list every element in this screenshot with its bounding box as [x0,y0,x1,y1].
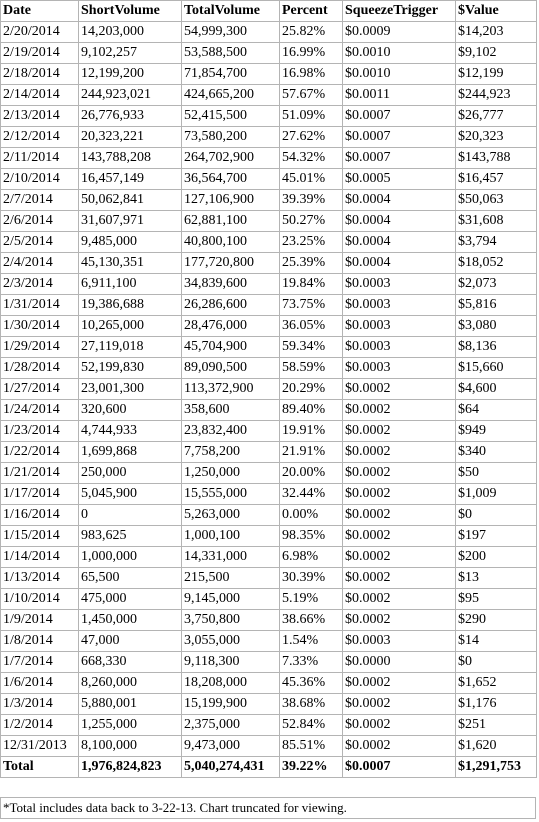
cell-short-volume: 23,001,300 [79,379,182,400]
cell-date: 2/3/2014 [1,274,79,295]
cell-total-volume: 73,580,200 [182,127,280,148]
total-total-volume: 5,040,274,431 [182,757,280,778]
table-row [1,589,537,610]
table-row [1,715,537,736]
cell-percent: 52.84% [280,715,343,736]
cell-total-volume: 9,473,000 [182,736,280,757]
cell-value: $13 [456,568,537,589]
cell-short-volume: 31,607,971 [79,211,182,232]
cell-squeeze-trigger: $0.0005 [343,169,456,190]
table-row [1,64,537,85]
cell-date: 1/15/2014 [1,526,79,547]
cell-date: 1/21/2014 [1,463,79,484]
cell-value: $949 [456,421,537,442]
cell-date: 1/6/2014 [1,673,79,694]
cell-date: 2/6/2014 [1,211,79,232]
table-row [1,43,537,64]
table-row [1,358,537,379]
table-row [1,400,537,421]
cell-squeeze-trigger: $0.0002 [343,736,456,757]
cell-total-volume: 45,704,900 [182,337,280,358]
table-row [1,127,537,148]
cell-total-volume: 26,286,600 [182,295,280,316]
cell-total-volume: 53,588,500 [182,43,280,64]
cell-squeeze-trigger: $0.0010 [343,64,456,85]
cell-total-volume: 3,055,000 [182,631,280,652]
cell-percent: 30.39% [280,568,343,589]
cell-date: 2/11/2014 [1,148,79,169]
cell-short-volume: 8,260,000 [79,673,182,694]
cell-squeeze-trigger: $0.0009 [343,22,456,43]
cell-percent: 85.51% [280,736,343,757]
table-row [1,463,537,484]
cell-date: 1/29/2014 [1,337,79,358]
cell-short-volume: 4,744,933 [79,421,182,442]
cell-date: 2/18/2014 [1,64,79,85]
cell-squeeze-trigger: $0.0007 [343,148,456,169]
header-short-volume: ShortVolume [79,1,182,22]
header-date: Date [1,1,79,22]
cell-value: $95 [456,589,537,610]
cell-short-volume: 8,100,000 [79,736,182,757]
cell-total-volume: 177,720,800 [182,253,280,274]
cell-date: 2/20/2014 [1,22,79,43]
cell-value: $290 [456,610,537,631]
cell-date: 1/13/2014 [1,568,79,589]
cell-squeeze-trigger: $0.0003 [343,295,456,316]
cell-short-volume: 1,000,000 [79,547,182,568]
cell-date: 1/10/2014 [1,589,79,610]
cell-value: $5,816 [456,295,537,316]
table-row [1,610,537,631]
table-row [1,442,537,463]
table-row [1,253,537,274]
cell-total-volume: 18,208,000 [182,673,280,694]
cell-squeeze-trigger: $0.0011 [343,85,456,106]
table-row [1,421,537,442]
cell-short-volume: 47,000 [79,631,182,652]
cell-value: $1,009 [456,484,537,505]
cell-short-volume: 26,776,933 [79,106,182,127]
cell-short-volume: 0 [79,505,182,526]
cell-value: $3,080 [456,316,537,337]
cell-short-volume: 143,788,208 [79,148,182,169]
cell-value: $251 [456,715,537,736]
cell-short-volume: 19,386,688 [79,295,182,316]
cell-percent: 19.91% [280,421,343,442]
cell-total-volume: 113,372,900 [182,379,280,400]
cell-date: 2/12/2014 [1,127,79,148]
cell-value: $15,660 [456,358,537,379]
cell-date: 2/14/2014 [1,85,79,106]
cell-squeeze-trigger: $0.0002 [343,589,456,610]
cell-date: 1/7/2014 [1,652,79,673]
cell-value: $1,620 [456,736,537,757]
cell-value: $12,199 [456,64,537,85]
cell-percent: 16.98% [280,64,343,85]
cell-percent: 57.67% [280,85,343,106]
cell-percent: 20.00% [280,463,343,484]
cell-squeeze-trigger: $0.0002 [343,400,456,421]
table-row [1,190,537,211]
table-row [1,568,537,589]
cell-date: 1/16/2014 [1,505,79,526]
cell-percent: 54.32% [280,148,343,169]
cell-value: $31,608 [456,211,537,232]
cell-percent: 25.39% [280,253,343,274]
table-row [1,316,537,337]
cell-date: 1/23/2014 [1,421,79,442]
cell-short-volume: 475,000 [79,589,182,610]
cell-percent: 7.33% [280,652,343,673]
cell-percent: 45.01% [280,169,343,190]
cell-total-volume: 264,702,900 [182,148,280,169]
cell-short-volume: 250,000 [79,463,182,484]
cell-percent: 59.34% [280,337,343,358]
cell-short-volume: 16,457,149 [79,169,182,190]
cell-value: $4,600 [456,379,537,400]
cell-percent: 1.54% [280,631,343,652]
cell-percent: 21.91% [280,442,343,463]
cell-total-volume: 424,665,200 [182,85,280,106]
cell-percent: 89.40% [280,400,343,421]
cell-squeeze-trigger: $0.0002 [343,673,456,694]
cell-value: $197 [456,526,537,547]
cell-total-volume: 215,500 [182,568,280,589]
cell-total-volume: 71,854,700 [182,64,280,85]
total-squeeze-trigger: $0.0007 [343,757,456,778]
cell-date: 1/27/2014 [1,379,79,400]
cell-short-volume: 65,500 [79,568,182,589]
cell-squeeze-trigger: $0.0003 [343,316,456,337]
cell-percent: 20.29% [280,379,343,400]
cell-date: 1/24/2014 [1,400,79,421]
header-value: $Value [456,1,537,22]
cell-date: 12/31/2013 [1,736,79,757]
cell-percent: 23.25% [280,232,343,253]
cell-value: $244,923 [456,85,537,106]
cell-squeeze-trigger: $0.0002 [343,463,456,484]
cell-total-volume: 2,375,000 [182,715,280,736]
table-row [1,547,537,568]
cell-short-volume: 6,911,100 [79,274,182,295]
header-row [1,1,537,22]
cell-short-volume: 983,625 [79,526,182,547]
cell-value: $50 [456,463,537,484]
cell-date: 1/8/2014 [1,631,79,652]
cell-percent: 25.82% [280,22,343,43]
header-percent: Percent [280,1,343,22]
cell-value: $340 [456,442,537,463]
cell-value: $16,457 [456,169,537,190]
cell-total-volume: 9,118,300 [182,652,280,673]
cell-short-volume: 10,265,000 [79,316,182,337]
cell-date: 1/30/2014 [1,316,79,337]
cell-percent: 19.84% [280,274,343,295]
cell-short-volume: 668,330 [79,652,182,673]
cell-squeeze-trigger: $0.0002 [343,715,456,736]
cell-date: 1/14/2014 [1,547,79,568]
cell-value: $2,073 [456,274,537,295]
cell-percent: 38.68% [280,694,343,715]
cell-short-volume: 52,199,830 [79,358,182,379]
cell-short-volume: 27,119,018 [79,337,182,358]
cell-percent: 32.44% [280,484,343,505]
table-row [1,295,537,316]
cell-percent: 51.09% [280,106,343,127]
cell-short-volume: 244,923,021 [79,85,182,106]
table-row [1,22,537,43]
cell-squeeze-trigger: $0.0002 [343,610,456,631]
cell-total-volume: 15,555,000 [182,484,280,505]
cell-date: 1/3/2014 [1,694,79,715]
cell-total-volume: 15,199,900 [182,694,280,715]
cell-total-volume: 54,999,300 [182,22,280,43]
cell-squeeze-trigger: $0.0002 [343,694,456,715]
cell-squeeze-trigger: $0.0004 [343,253,456,274]
cell-date: 1/31/2014 [1,295,79,316]
table-row [1,673,537,694]
cell-date: 2/19/2014 [1,43,79,64]
cell-percent: 5.19% [280,589,343,610]
cell-short-volume: 9,102,257 [79,43,182,64]
total-label: Total [1,757,79,778]
cell-total-volume: 9,145,000 [182,589,280,610]
table-row [1,232,537,253]
cell-total-volume: 89,090,500 [182,358,280,379]
total-short-volume: 1,976,824,823 [79,757,182,778]
cell-value: $8,136 [456,337,537,358]
cell-squeeze-trigger: $0.0002 [343,568,456,589]
cell-percent: 98.35% [280,526,343,547]
cell-date: 2/7/2014 [1,190,79,211]
cell-date: 1/2/2014 [1,715,79,736]
cell-total-volume: 36,564,700 [182,169,280,190]
table-row [1,274,537,295]
cell-value: $3,794 [456,232,537,253]
cell-squeeze-trigger: $0.0010 [343,43,456,64]
cell-date: 1/17/2014 [1,484,79,505]
cell-total-volume: 62,881,100 [182,211,280,232]
cell-short-volume: 5,045,900 [79,484,182,505]
cell-short-volume: 1,699,868 [79,442,182,463]
cell-squeeze-trigger: $0.0002 [343,526,456,547]
cell-squeeze-trigger: $0.0007 [343,106,456,127]
cell-short-volume: 1,255,000 [79,715,182,736]
cell-date: 1/28/2014 [1,358,79,379]
total-percent: 39.22% [280,757,343,778]
cell-total-volume: 5,263,000 [182,505,280,526]
cell-squeeze-trigger: $0.0003 [343,274,456,295]
cell-value: $0 [456,505,537,526]
total-value: $1,291,753 [456,757,537,778]
header-total-volume: TotalVolume [182,1,280,22]
cell-short-volume: 14,203,000 [79,22,182,43]
cell-percent: 50.27% [280,211,343,232]
cell-percent: 36.05% [280,316,343,337]
cell-value: $64 [456,400,537,421]
cell-total-volume: 34,839,600 [182,274,280,295]
cell-value: $18,052 [456,253,537,274]
table-row [1,148,537,169]
cell-percent: 45.36% [280,673,343,694]
table-row [1,505,537,526]
table-row [1,169,537,190]
cell-total-volume: 3,750,800 [182,610,280,631]
cell-date: 2/13/2014 [1,106,79,127]
cell-squeeze-trigger: $0.0002 [343,421,456,442]
cell-short-volume: 9,485,000 [79,232,182,253]
table-row [1,337,537,358]
table-row [1,526,537,547]
cell-percent: 16.99% [280,43,343,64]
cell-squeeze-trigger: $0.0002 [343,442,456,463]
table-row [1,379,537,400]
cell-squeeze-trigger: $0.0007 [343,127,456,148]
cell-date: 2/5/2014 [1,232,79,253]
cell-squeeze-trigger: $0.0000 [343,652,456,673]
cell-percent: 27.62% [280,127,343,148]
cell-date: 1/22/2014 [1,442,79,463]
cell-short-volume: 20,323,221 [79,127,182,148]
cell-total-volume: 127,106,900 [182,190,280,211]
cell-total-volume: 1,250,000 [182,463,280,484]
cell-total-volume: 358,600 [182,400,280,421]
cell-squeeze-trigger: $0.0002 [343,379,456,400]
cell-value: $14,203 [456,22,537,43]
cell-value: $1,652 [456,673,537,694]
cell-value: $50,063 [456,190,537,211]
table-row [1,736,537,757]
cell-squeeze-trigger: $0.0002 [343,547,456,568]
footnote: *Total includes data back to 3-22-13. Chart truncated for viewing. [0,797,536,819]
cell-value: $14 [456,631,537,652]
cell-percent: 38.66% [280,610,343,631]
cell-squeeze-trigger: $0.0002 [343,484,456,505]
total-row [1,757,537,778]
cell-squeeze-trigger: $0.0003 [343,631,456,652]
cell-value: $200 [456,547,537,568]
table-row [1,484,537,505]
cell-value: $9,102 [456,43,537,64]
table-row [1,652,537,673]
table-row [1,631,537,652]
cell-squeeze-trigger: $0.0004 [343,211,456,232]
cell-value: $0 [456,652,537,673]
cell-percent: 58.59% [280,358,343,379]
cell-squeeze-trigger: $0.0004 [343,190,456,211]
table-row [1,211,537,232]
cell-total-volume: 14,331,000 [182,547,280,568]
cell-short-volume: 50,062,841 [79,190,182,211]
cell-short-volume: 1,450,000 [79,610,182,631]
cell-total-volume: 28,476,000 [182,316,280,337]
cell-total-volume: 23,832,400 [182,421,280,442]
cell-percent: 6.98% [280,547,343,568]
cell-total-volume: 1,000,100 [182,526,280,547]
cell-date: 2/10/2014 [1,169,79,190]
cell-squeeze-trigger: $0.0002 [343,505,456,526]
cell-percent: 73.75% [280,295,343,316]
cell-squeeze-trigger: $0.0004 [343,232,456,253]
table-row [1,106,537,127]
table-row [1,85,537,106]
cell-value: $143,788 [456,148,537,169]
cell-value: $1,176 [456,694,537,715]
cell-date: 2/4/2014 [1,253,79,274]
cell-value: $20,323 [456,127,537,148]
cell-short-volume: 320,600 [79,400,182,421]
table-row [1,694,537,715]
cell-short-volume: 45,130,351 [79,253,182,274]
cell-total-volume: 7,758,200 [182,442,280,463]
cell-squeeze-trigger: $0.0003 [343,358,456,379]
cell-date: 1/9/2014 [1,610,79,631]
cell-short-volume: 12,199,200 [79,64,182,85]
cell-value: $26,777 [456,106,537,127]
cell-total-volume: 40,800,100 [182,232,280,253]
cell-short-volume: 5,880,001 [79,694,182,715]
cell-total-volume: 52,415,500 [182,106,280,127]
header-squeeze-trigger: SqueezeTrigger [343,1,456,22]
cell-percent: 39.39% [280,190,343,211]
cell-squeeze-trigger: $0.0003 [343,337,456,358]
cell-percent: 0.00% [280,505,343,526]
